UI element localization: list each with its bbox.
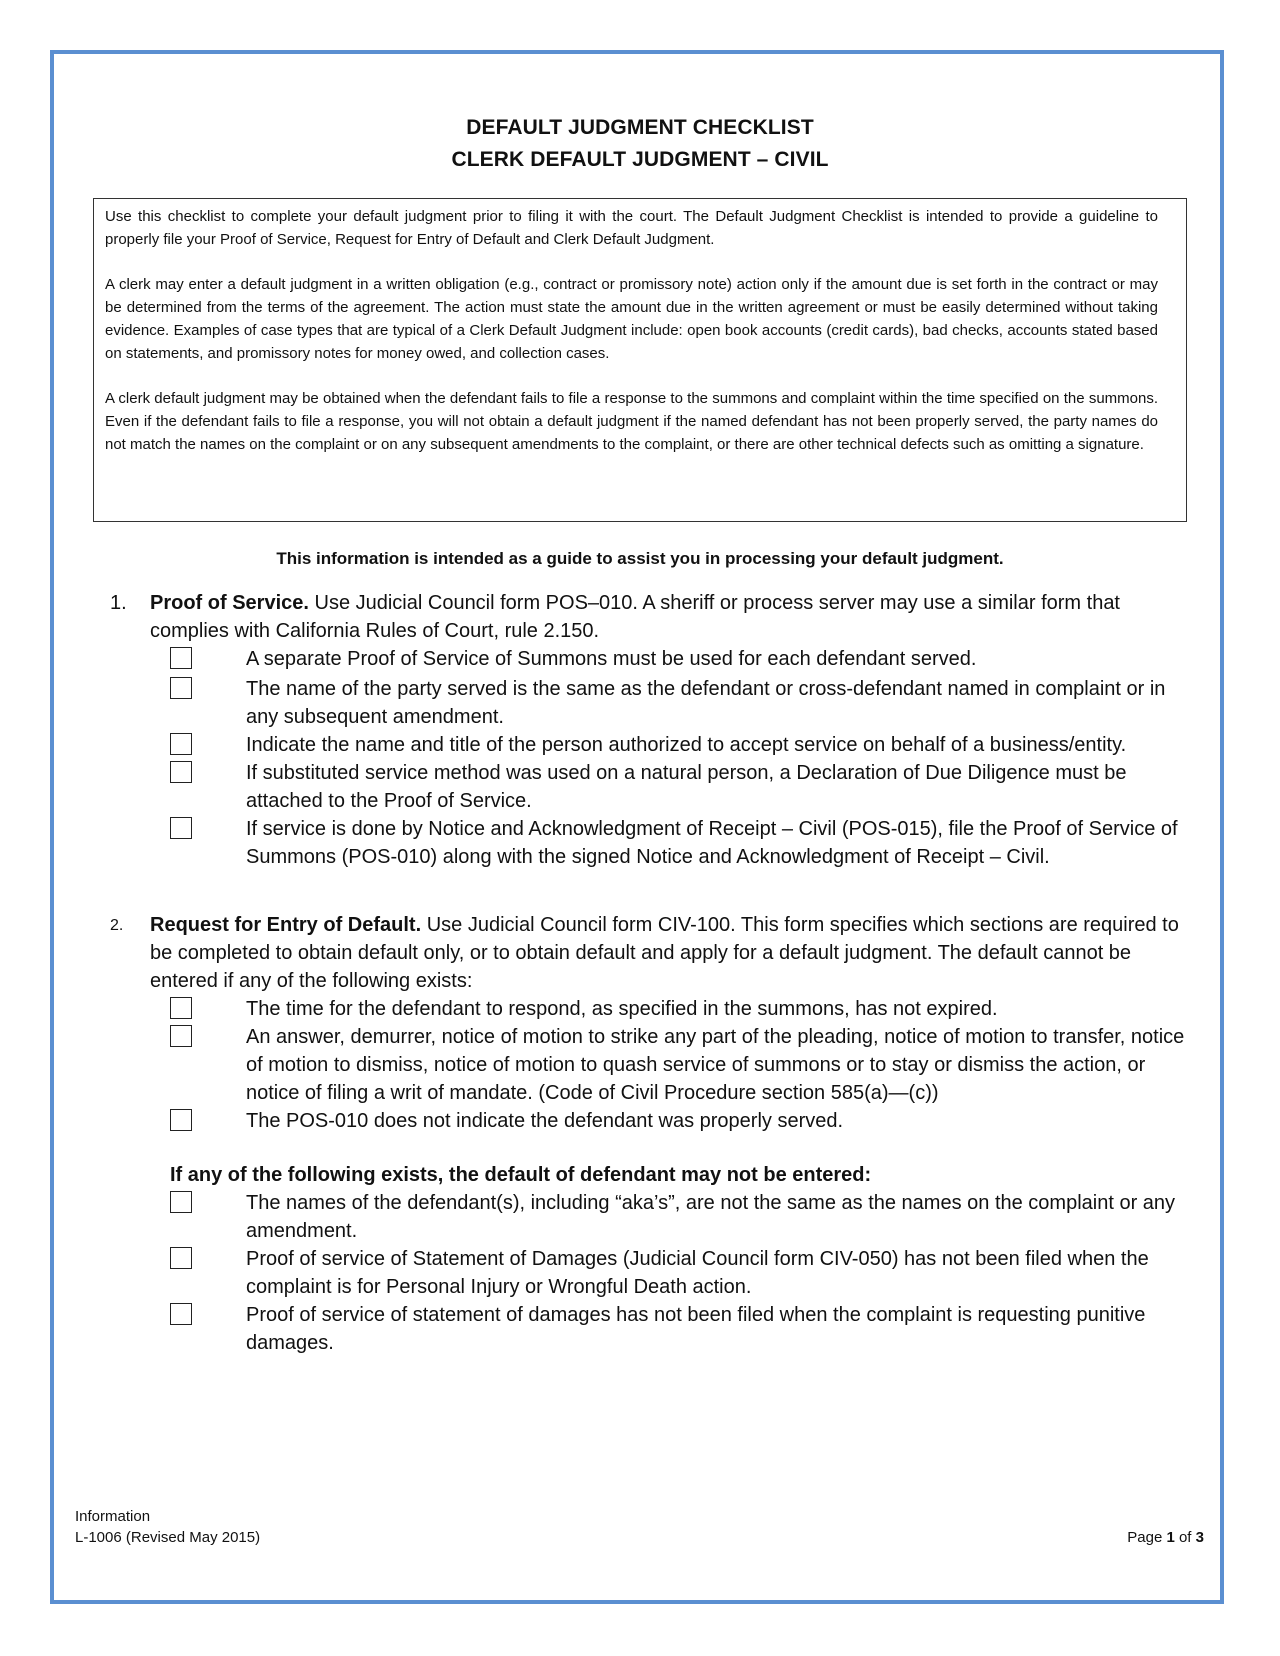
footer-form-id: L-1006 (Revised May 2015)	[75, 1529, 261, 1546]
section-request-for-entry-of-default	[110, 911, 1190, 1357]
checklist-item	[170, 645, 1190, 673]
section-2-checklist	[170, 995, 1190, 1135]
checkbox[interactable]	[170, 677, 192, 699]
section-2-description: Use Judicial Council form CIV-100. This form specifies which sections are required to be completed to obtain default only, or to obtain default and apply for a default judgment. The default cannot be entered if any of the following exists:	[150, 914, 1179, 992]
checkbox[interactable]	[170, 1025, 192, 1047]
checkbox[interactable]	[170, 817, 192, 839]
checkbox[interactable]	[170, 1247, 192, 1269]
checkbox[interactable]	[170, 1109, 192, 1131]
section-2-heading: Request for Entry of Default.	[150, 914, 422, 936]
checklist-item-text: The time for the defendant to respond, as specified in the summons, has not expired.	[246, 998, 998, 1020]
checkbox[interactable]	[170, 761, 192, 783]
checklist-item-text: If substituted service method was used on a natural person, a Declaration of Due Diligence must be attached to the Proof of Service.	[246, 762, 1127, 812]
checklist-item-text: Proof of service of statement of damages has not been filed when the complaint is requesting punitive damages.	[246, 1304, 1146, 1354]
section-1-number: 1.	[110, 592, 127, 614]
checklist-item	[170, 731, 1190, 759]
checklist-item	[170, 1023, 1190, 1107]
checklist-item	[170, 1107, 1190, 1135]
checklist-item-text: The names of the defendant(s), including “aka’s”, are not the same as the names on the complaint or any amendment.	[246, 1192, 1176, 1242]
checkbox[interactable]	[170, 997, 192, 1019]
checklist-item-text: The POS-010 does not indicate the defendant was properly served.	[246, 1110, 844, 1132]
intro-paragraph-2: A clerk may enter a default judgment in a written obligation (e.g., contract or promissory note) action only if the amount due is set forth in the contract or may be determined from the terms of the agreement. The action must state the amount due in the written agreement or must be easily determined without taking evidence. Examples of case types that are typical of a Clerk Default Judgment include: open book accounts (credit cards), bad checks, accounts stated based on statements, and promissory notes for money owed, and collection cases.	[105, 276, 1158, 362]
checkbox[interactable]	[170, 647, 192, 669]
page-total: 3	[1195, 1529, 1204, 1546]
intro-paragraph-1: Use this checklist to complete your default judgment prior to filing it with the court. The Default Judgment Checklist is intended to provide a guideline to properly file your Proof of Service, Request for Entry of Default and Clerk Default Judgment.	[105, 208, 1158, 248]
page-of: of	[1174, 1529, 1196, 1546]
checkbox[interactable]	[170, 1191, 192, 1213]
footer-info-label: Information	[75, 1508, 151, 1525]
checklist-item-text: If service is done by Notice and Acknowledgment of Receipt – Civil (POS-015), file the Proof of Service of Summons (POS-010) along with the signed Notice and Acknowledgment of Receipt – Civil.	[246, 818, 1178, 868]
checklist-item	[170, 1301, 1190, 1357]
checklist-item-text: An answer, demurrer, notice of motion to strike any part of the pleading, notice of motion to transfer, notice of motion to dismiss, notice of motion to quash service of summons or to stay or dismiss the action, or notice of filing a writ of mandate. (Code of Civil Procedure section 585(a)—(c))	[246, 1026, 1185, 1104]
checkbox[interactable]	[170, 733, 192, 755]
checklist-item-text: Proof of service of Statement of Damages (Judicial Council form CIV-050) has not been filed when the complaint is for Personal Injury or Wrongful Death action.	[246, 1248, 1149, 1298]
page-number	[1127, 1527, 1204, 1548]
section-2-subchecklist	[170, 1189, 1190, 1357]
checkbox[interactable]	[170, 1303, 192, 1325]
checklist-item-text: A separate Proof of Service of Summons must be used for each defendant served.	[246, 648, 977, 670]
checklist-item-text: The name of the party served is the same as the defendant or cross-defendant named in complaint or in any subsequent amendment.	[246, 678, 1166, 728]
intro-paragraph-3: A clerk default judgment may be obtained when the defendant fails to file a response to the summons and complaint within the time specified on the summons. Even if the defendant fails to file a response, you will not obtain a default judgment if the named defendant has not been properly served, the party names do not match the names on the complaint or on any subsequent amendments to the complaint, or there are other technical defects such as omitting a signature.	[105, 390, 1158, 453]
section-1-header	[110, 589, 1190, 645]
guide-note: This information is intended as a guide to assist you in processing your default judgment.	[276, 549, 1004, 568]
checklist-item	[170, 995, 1190, 1023]
title-line-1: DEFAULT JUDGMENT CHECKLIST	[466, 116, 814, 139]
page-prefix: Page	[1127, 1529, 1167, 1546]
footer-info	[75, 1506, 260, 1548]
section-proof-of-service	[110, 589, 1190, 871]
checklist-item-text: Indicate the name and title of the person authorized to accept service on behalf of a business/entity.	[246, 734, 1127, 756]
checklist-item	[170, 815, 1190, 871]
section-2-header	[110, 911, 1190, 995]
section-2-subheading: If any of the following exists, the default of defendant may not be entered:	[170, 1164, 872, 1186]
document-title	[0, 112, 1280, 176]
checklist-item	[170, 759, 1190, 815]
page-current: 1	[1166, 1529, 1175, 1546]
section-1-description: Use Judicial Council form POS–010. A sheriff or process server may use a similar form that complies with California Rules of Court, rule 2.150.	[150, 592, 1120, 642]
section-1-heading: Proof of Service.	[150, 592, 309, 614]
section-2-text	[150, 911, 1190, 995]
checklist-item	[170, 675, 1190, 731]
section-1-text	[150, 589, 1190, 645]
title-line-2: CLERK DEFAULT JUDGMENT – CIVIL	[451, 148, 829, 171]
checklist-item	[170, 1245, 1190, 1301]
section-2-number: 2.	[110, 917, 124, 934]
intro-box	[93, 198, 1187, 522]
checklist-item	[170, 1189, 1190, 1245]
section-1-checklist	[170, 645, 1190, 871]
